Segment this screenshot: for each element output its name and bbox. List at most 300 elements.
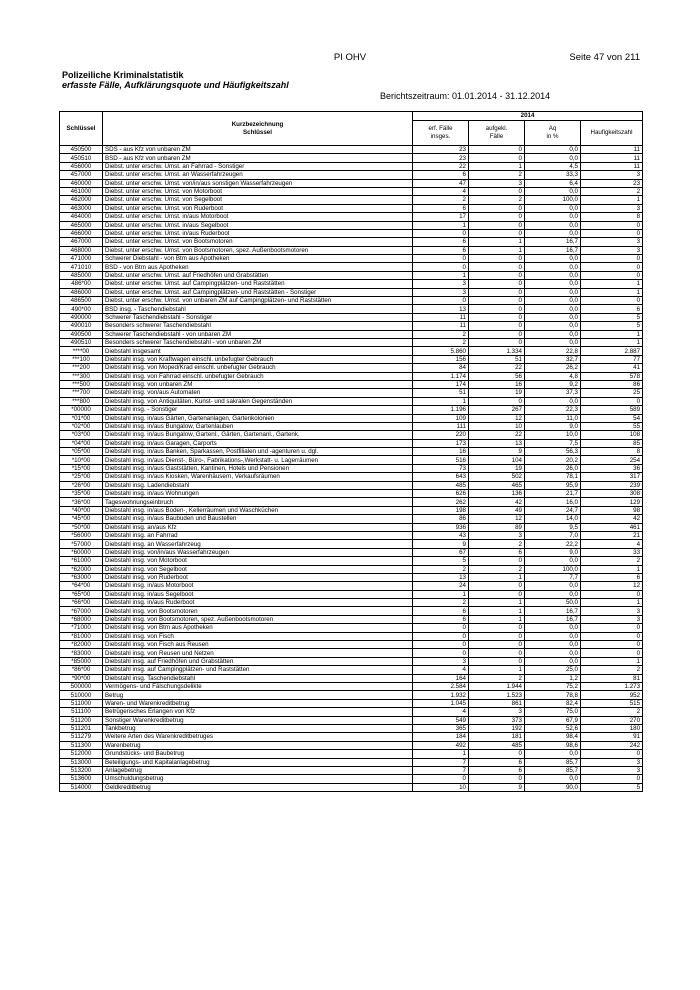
- cell-key: ***500: [60, 380, 103, 388]
- cell-aq: 0,0: [525, 322, 581, 330]
- table-row: [60, 372, 643, 380]
- cell-solved: 1: [469, 573, 525, 581]
- cell-key: *83000: [60, 649, 103, 657]
- cell-cases: 7: [413, 758, 469, 766]
- cell-frequency: 3: [581, 766, 643, 774]
- table-row: [60, 657, 643, 665]
- column-header-aq-line2: in %: [546, 133, 559, 140]
- cell-description: Betrug: [103, 691, 413, 699]
- table-row: [60, 179, 643, 187]
- cell-description: Diebstahl insg. von unbaren ZM: [103, 380, 413, 388]
- table-row: [60, 607, 643, 615]
- cell-aq: 85,7: [525, 758, 581, 766]
- cell-cases: 1.174: [413, 372, 469, 380]
- cell-solved: 0: [469, 313, 525, 321]
- cell-aq: 0,0: [525, 305, 581, 313]
- cell-cases: 198: [413, 506, 469, 514]
- cell-description: Diebst. unter erschw. Umst. in/aus Motorboot: [103, 213, 413, 221]
- cell-key: ***100: [60, 355, 103, 363]
- cell-aq: 0,0: [525, 330, 581, 338]
- cell-description: Diebstahl insg. von Motorboot: [103, 557, 413, 565]
- cell-frequency: 3: [581, 171, 643, 179]
- cell-frequency: 5: [581, 783, 643, 791]
- cell-cases: 492: [413, 741, 469, 749]
- table-row: [60, 414, 643, 422]
- table-row: [60, 162, 643, 170]
- cell-frequency: 0: [581, 221, 643, 229]
- table-row: [60, 691, 643, 699]
- cell-description: Diebstahl insg. in/aus Bungalow, Gartenlauben: [103, 422, 413, 430]
- table-row: [60, 599, 643, 607]
- cell-aq: 0,0: [525, 582, 581, 590]
- cell-solved: 0: [469, 775, 525, 783]
- cell-aq: 52,6: [525, 724, 581, 732]
- cell-solved: 0: [469, 557, 525, 565]
- cell-key: *86*00: [60, 666, 103, 674]
- cell-cases: 1: [413, 590, 469, 598]
- cell-key: 490*00: [60, 305, 103, 313]
- table-row: [60, 154, 643, 162]
- cell-frequency: 2.887: [581, 347, 643, 355]
- cell-frequency: 0: [581, 641, 643, 649]
- cell-frequency: 86: [581, 380, 643, 388]
- cell-frequency: 3: [581, 758, 643, 766]
- cell-aq: 90,0: [525, 783, 581, 791]
- cell-cases: 643: [413, 473, 469, 481]
- cell-key: 486500: [60, 297, 103, 305]
- cell-solved: 465: [469, 481, 525, 489]
- cell-solved: 6: [469, 766, 525, 774]
- cell-solved: 0: [469, 288, 525, 296]
- cell-aq: 33,3: [525, 171, 581, 179]
- table-row: [60, 355, 643, 363]
- cell-cases: 24: [413, 582, 469, 590]
- cell-solved: 19: [469, 389, 525, 397]
- cell-cases: 73: [413, 464, 469, 472]
- cell-solved: 0: [469, 271, 525, 279]
- table-row: [60, 422, 643, 430]
- cell-description: Diebst. unter erschw. Umst. von Bootsmotoren, spez. Außenbootsmotoren: [103, 246, 413, 254]
- cell-solved: 1.944: [469, 683, 525, 691]
- cell-key: 500000: [60, 683, 103, 691]
- cell-solved: 3: [469, 531, 525, 539]
- column-header-key: Schlüssel: [60, 112, 103, 146]
- cell-frequency: 3: [581, 204, 643, 212]
- cell-cases: 485: [413, 481, 469, 489]
- cell-frequency: 25: [581, 389, 643, 397]
- cell-cases: 6: [413, 238, 469, 246]
- cell-description: Diebstahl insg. von Kraftwagen einschl. unbefugter Gebrauch: [103, 355, 413, 363]
- cell-frequency: 1: [581, 288, 643, 296]
- cell-aq: 4,5: [525, 162, 581, 170]
- cell-description: Diebstahl insg. in/aus Garagen, Carports: [103, 439, 413, 447]
- cell-solved: 2: [469, 196, 525, 204]
- cell-frequency: 952: [581, 691, 643, 699]
- cell-solved: 22: [469, 431, 525, 439]
- cell-frequency: 270: [581, 716, 643, 724]
- cell-key: *10*00: [60, 456, 103, 464]
- cell-frequency: 0: [581, 397, 643, 405]
- cell-key: 461000: [60, 187, 103, 195]
- cell-aq: 0,0: [525, 624, 581, 632]
- cell-aq: 0,0: [525, 229, 581, 237]
- cell-solved: 2: [469, 565, 525, 573]
- cell-frequency: 3: [581, 607, 643, 615]
- cell-frequency: 242: [581, 741, 643, 749]
- cell-solved: 0: [469, 187, 525, 195]
- cell-aq: 98,6: [525, 741, 581, 749]
- table-row: [60, 347, 643, 355]
- cell-cases: 173: [413, 439, 469, 447]
- cell-key: *04*00: [60, 439, 103, 447]
- cell-key: ***300: [60, 372, 103, 380]
- cell-description: Diebstahl insg. in/aus Boden-, Kellerräumen und Waschküchen: [103, 506, 413, 514]
- cell-solved: 104: [469, 456, 525, 464]
- cell-key: ***200: [60, 364, 103, 372]
- cell-aq: 0,0: [525, 590, 581, 598]
- cell-description: Diebst. unter erschw. Umst. auf Campingplätzen- und Raststätten: [103, 280, 413, 288]
- cell-aq: 0,0: [525, 313, 581, 321]
- cell-frequency: 180: [581, 724, 643, 732]
- column-header-frequency: Haufigkeitszahl: [581, 121, 643, 146]
- cell-cases: 22: [413, 162, 469, 170]
- column-header-description: [103, 112, 413, 146]
- cell-key: 456000: [60, 162, 103, 170]
- cell-cases: 6: [413, 607, 469, 615]
- cell-cases: 1.196: [413, 406, 469, 414]
- cell-solved: 1.523: [469, 691, 525, 699]
- cell-aq: 32,7: [525, 355, 581, 363]
- cell-frequency: 589: [581, 406, 643, 414]
- cell-frequency: 0: [581, 271, 643, 279]
- cell-aq: 75,2: [525, 683, 581, 691]
- cell-key: 467000: [60, 238, 103, 246]
- cell-frequency: 3: [581, 238, 643, 246]
- cell-aq: 0,0: [525, 397, 581, 405]
- cell-frequency: 317: [581, 473, 643, 481]
- cell-frequency: 42: [581, 515, 643, 523]
- table-row: [60, 397, 643, 405]
- cell-description: Beteiligungs- und Kapitalanlagebetrug: [103, 758, 413, 766]
- cell-description: Diebst. unter erschw. Umst. in/aus Ruderboot: [103, 229, 413, 237]
- cell-description: Diebstahl insg. von/in/aus Wasserfahrzeugen: [103, 548, 413, 556]
- table-row: [60, 523, 643, 531]
- cell-cases: 3: [413, 280, 469, 288]
- cell-description: Besonders schwerer Taschendiebstahl - von unbaren ZM: [103, 338, 413, 346]
- cell-key: *03*00: [60, 431, 103, 439]
- cell-solved: 19: [469, 464, 525, 472]
- cell-aq: 0,0: [525, 154, 581, 162]
- cell-key: 511300: [60, 741, 103, 749]
- cell-description: Diebstahl insg. in/aus Motorboot: [103, 582, 413, 590]
- cell-frequency: 8: [581, 213, 643, 221]
- cell-description: Diebstahl insg. in/aus Banken, Sparkassen, Postfilialen und -agenturen u. dgl.: [103, 448, 413, 456]
- cell-description: Diebst. unter erschw. Umst. von unbaren ZM auf Campingplätzen- und Raststätten: [103, 297, 413, 305]
- cell-aq: 26,2: [525, 364, 581, 372]
- cell-key: 486*00: [60, 280, 103, 288]
- cell-frequency: 4: [581, 540, 643, 548]
- cell-description: Diebstahl insg. in/aus Gärten, Gartenanlagen, Gartenkolonien: [103, 414, 413, 422]
- cell-description: Diebst. unter erschw. Umst. auf Campingplätzen- und Raststätten - Sonstiger: [103, 288, 413, 296]
- cell-cases: 17: [413, 213, 469, 221]
- table-row: [60, 783, 643, 791]
- cell-cases: 184: [413, 733, 469, 741]
- cell-key: 471000: [60, 255, 103, 263]
- cell-description: Diebstahl insg. in/aus Ruderboot: [103, 599, 413, 607]
- cell-description: Diebstahl insg. von Fahrrad einschl. unbefugter Gebrauch: [103, 372, 413, 380]
- cell-frequency: 81: [581, 674, 643, 682]
- cell-frequency: 6: [581, 305, 643, 313]
- cell-frequency: 2: [581, 187, 643, 195]
- cell-aq: 0,0: [525, 288, 581, 296]
- cell-frequency: 0: [581, 297, 643, 305]
- cell-cases: 936: [413, 523, 469, 531]
- cell-aq: 0,0: [525, 297, 581, 305]
- cell-cases: 4: [413, 187, 469, 195]
- cell-key: *57000: [60, 540, 103, 548]
- table-row: [60, 246, 643, 254]
- cell-aq: 7,5: [525, 439, 581, 447]
- cell-cases: 1: [413, 271, 469, 279]
- cell-cases: 6: [413, 246, 469, 254]
- column-header-aq: [525, 121, 581, 146]
- cell-aq: 0,0: [525, 221, 581, 229]
- cell-aq: 78,1: [525, 473, 581, 481]
- cell-cases: 47: [413, 179, 469, 187]
- cell-solved: 49: [469, 506, 525, 514]
- table-row: [60, 716, 643, 724]
- cell-frequency: 108: [581, 431, 643, 439]
- cell-frequency: 85: [581, 439, 643, 447]
- cell-solved: 0: [469, 624, 525, 632]
- cell-aq: 9,0: [525, 422, 581, 430]
- table-row: [60, 750, 643, 758]
- cell-description: Diebst. unter erschw. Umst. von/in/aus sonstigen Wasserfahrzeugen: [103, 179, 413, 187]
- cell-description: SDS - aus Kfz von unbaren ZM: [103, 146, 413, 154]
- cell-description: Waren- und Warenkreditbetrug: [103, 699, 413, 707]
- table-row: [60, 724, 643, 732]
- table-row: [60, 389, 643, 397]
- cell-solved: 1: [469, 599, 525, 607]
- cell-aq: 22,8: [525, 347, 581, 355]
- cell-key: 471010: [60, 263, 103, 271]
- cell-key: 490500: [60, 330, 103, 338]
- table-row: [60, 666, 643, 674]
- cell-aq: 0,0: [525, 187, 581, 195]
- cell-frequency: 1: [581, 565, 643, 573]
- cell-solved: 2: [469, 674, 525, 682]
- table-row: [60, 204, 643, 212]
- cell-frequency: 33: [581, 548, 643, 556]
- cell-key: *00000: [60, 406, 103, 414]
- cell-frequency: 2: [581, 708, 643, 716]
- table-row: [60, 531, 643, 539]
- cell-frequency: 5: [581, 322, 643, 330]
- cell-description: Diebstahl insg. auf Friedhöfen und Grabstätten: [103, 657, 413, 665]
- cell-key: ***700: [60, 389, 103, 397]
- cell-aq: 7,7: [525, 573, 581, 581]
- cell-key: *71000: [60, 624, 103, 632]
- cell-aq: 16,7: [525, 238, 581, 246]
- cell-solved: 42: [469, 498, 525, 506]
- cell-solved: 3: [469, 179, 525, 187]
- cell-solved: 1: [469, 246, 525, 254]
- cell-cases: 549: [413, 716, 469, 724]
- table-row: [60, 573, 643, 581]
- cell-key: *15*00: [60, 464, 103, 472]
- cell-key: 513200: [60, 766, 103, 774]
- cell-description: Diebstahl insg. von Btm aus Apotheken: [103, 624, 413, 632]
- cell-solved: 0: [469, 213, 525, 221]
- cell-key: *62000: [60, 565, 103, 573]
- cell-description: Diebst. unter erschw. Umst. auf Friedhöfen und Grabstätten: [103, 271, 413, 279]
- cell-aq: 0,0: [525, 632, 581, 640]
- column-header-cases: [413, 121, 469, 146]
- cell-description: Diebstahl insg. von Bootsmotoren: [103, 607, 413, 615]
- cell-cases: 0: [413, 297, 469, 305]
- table-row: [60, 146, 643, 154]
- cell-description: Diebstahl insg. in/aus Dienst-, Büro-, Fabrikations-,Werkstatt- u. Lagerräumen: [103, 456, 413, 464]
- cell-aq: 16,7: [525, 607, 581, 615]
- cell-solved: 1: [469, 162, 525, 170]
- cell-key: *66*00: [60, 599, 103, 607]
- cell-solved: 0: [469, 146, 525, 154]
- statistics-table: [59, 111, 643, 792]
- cell-aq: 100,0: [525, 196, 581, 204]
- cell-frequency: 308: [581, 490, 643, 498]
- table-row: [60, 196, 643, 204]
- cell-frequency: 36: [581, 464, 643, 472]
- cell-description: Schwerer Diebstahl - von Btm aus Apotheken: [103, 255, 413, 263]
- cell-solved: 9: [469, 448, 525, 456]
- cell-key: 466000: [60, 229, 103, 237]
- cell-solved: 2: [469, 171, 525, 179]
- cell-aq: 0,0: [525, 280, 581, 288]
- cell-cases: 16: [413, 448, 469, 456]
- cell-solved: 1: [469, 615, 525, 623]
- cell-cases: 2: [413, 565, 469, 573]
- cell-description: Diebst. unter erschw. Umst. von Segelboot: [103, 196, 413, 204]
- cell-description: Schwerer Taschendiebstahl - von unbaren ZM: [103, 330, 413, 338]
- cell-frequency: 0: [581, 775, 643, 783]
- cell-cases: 2: [413, 599, 469, 607]
- cell-aq: 0,0: [525, 750, 581, 758]
- cell-cases: 1: [413, 397, 469, 405]
- cell-description: Diebstahl insg. in/aus Segelboot: [103, 590, 413, 598]
- cell-cases: 1.932: [413, 691, 469, 699]
- table-row: [60, 473, 643, 481]
- cell-aq: 21,7: [525, 490, 581, 498]
- cell-key: *05*00: [60, 448, 103, 456]
- cell-frequency: 1: [581, 657, 643, 665]
- cell-cases: 156: [413, 355, 469, 363]
- cell-cases: 43: [413, 531, 469, 539]
- table-row: [60, 766, 643, 774]
- cell-description: Weitere Arten des Warenkreditbetruges: [103, 733, 413, 741]
- cell-cases: 7: [413, 766, 469, 774]
- cell-description: Diebst. unter erschw. Umst. in/aus Segelboot: [103, 221, 413, 229]
- cell-cases: 0: [413, 632, 469, 640]
- cell-solved: 485: [469, 741, 525, 749]
- cell-description: Diebstahl insg. - Sonstiger: [103, 406, 413, 414]
- cell-key: ***800: [60, 397, 103, 405]
- cell-solved: 0: [469, 750, 525, 758]
- cell-aq: 0,0: [525, 649, 581, 657]
- table-row: [60, 590, 643, 598]
- cell-key: 490510: [60, 338, 103, 346]
- cell-key: 511200: [60, 716, 103, 724]
- cell-solved: 1.334: [469, 347, 525, 355]
- cell-solved: 12: [469, 515, 525, 523]
- cell-aq: 82,4: [525, 699, 581, 707]
- cell-key: *50*00: [60, 523, 103, 531]
- cell-key: 512000: [60, 750, 103, 758]
- table-row: [60, 758, 643, 766]
- cell-aq: 0,0: [525, 271, 581, 279]
- cell-key: 511201: [60, 724, 103, 732]
- cell-frequency: 0: [581, 229, 643, 237]
- table-row: [60, 229, 643, 237]
- cell-aq: 0,0: [525, 657, 581, 665]
- cell-cases: 0: [413, 641, 469, 649]
- cell-description: Diebstahl insg. an/aus Kfz: [103, 523, 413, 531]
- cell-key: 457000: [60, 171, 103, 179]
- report-subtitle: erfasste Fälle, Aufklärungsquote und Häufigkeitszahl: [62, 80, 289, 90]
- cell-description: Tageswohnungseinbruch: [103, 498, 413, 506]
- cell-aq: 67,9: [525, 716, 581, 724]
- cell-description: Diebstahl insg. in/aus Kiosken, Warenhäusern, Verkaufsräumen: [103, 473, 413, 481]
- cell-cases: 365: [413, 724, 469, 732]
- cell-key: 490000: [60, 313, 103, 321]
- cell-cases: 4: [413, 708, 469, 716]
- cell-frequency: 41: [581, 364, 643, 372]
- cell-description: Besonders schwerer Taschendiebstahl: [103, 322, 413, 330]
- cell-cases: 174: [413, 380, 469, 388]
- cell-description: Anlagebetrug: [103, 766, 413, 774]
- table-row: [60, 540, 643, 548]
- table-row: [60, 448, 643, 456]
- cell-key: *40*00: [60, 506, 103, 514]
- cell-cases: 84: [413, 364, 469, 372]
- cell-solved: 0: [469, 221, 525, 229]
- cell-solved: 6: [469, 758, 525, 766]
- cell-key: 465000: [60, 221, 103, 229]
- cell-description: Sonstiger Warenkreditbetrug: [103, 716, 413, 724]
- cell-solved: 502: [469, 473, 525, 481]
- table-row: [60, 313, 643, 321]
- cell-cases: 1: [413, 750, 469, 758]
- cell-solved: 0: [469, 632, 525, 640]
- table-row: [60, 213, 643, 221]
- cell-cases: 0: [413, 775, 469, 783]
- table-row: [60, 515, 643, 523]
- cell-key: 485000: [60, 271, 103, 279]
- cell-key: 450510: [60, 154, 103, 162]
- cell-key: 513600: [60, 775, 103, 783]
- table-row: [60, 431, 643, 439]
- cell-frequency: 98: [581, 506, 643, 514]
- cell-cases: 164: [413, 674, 469, 682]
- cell-frequency: 254: [581, 456, 643, 464]
- cell-cases: 23: [413, 146, 469, 154]
- cell-description: Diebstahl insg. Ladendiebstahl: [103, 481, 413, 489]
- column-header-solved-line1: aufgekl.: [485, 125, 508, 132]
- cell-frequency: 2: [581, 666, 643, 674]
- cell-description: Diebstahl insg. von Antiquitäten, Kunst- und sakralen Gegenständen: [103, 397, 413, 405]
- cell-frequency: 1.273: [581, 683, 643, 691]
- cell-solved: 0: [469, 263, 525, 271]
- cell-frequency: 461: [581, 523, 643, 531]
